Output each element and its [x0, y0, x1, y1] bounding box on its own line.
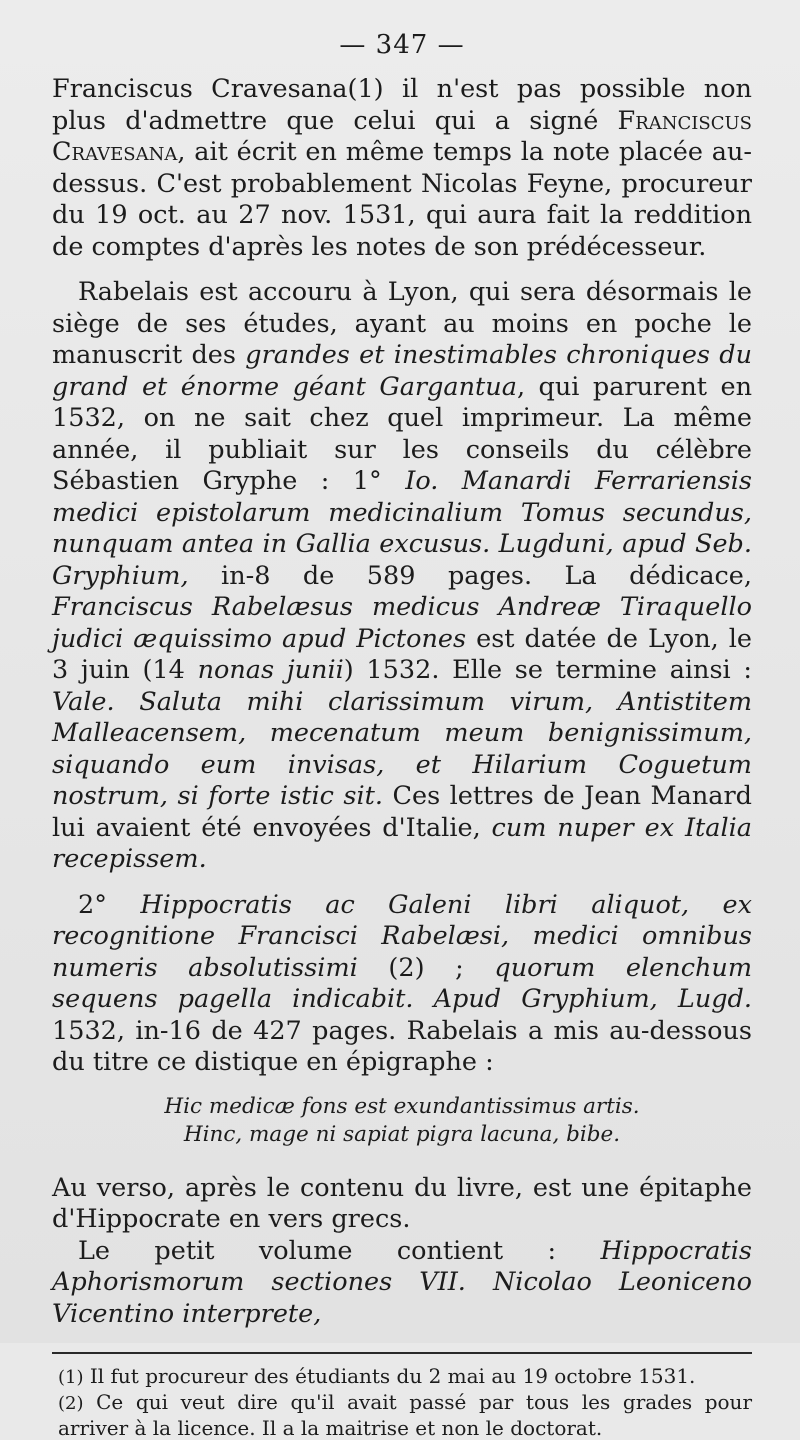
- paragraph-3: [52, 890, 752, 1079]
- verse-line-2: Hinc, mage ni sapiat pigra lacuna, bibe.: [183, 1121, 621, 1147]
- text-run: Franciscus Cravesana: [52, 74, 348, 104]
- footnote-1: [52, 1364, 752, 1390]
- small-caps-name: Franciscus Cravesana: [52, 105, 752, 167]
- footnote-text: Il fut procureur des étudiants du 2 mai au 19 octobre 1531.: [83, 1364, 696, 1388]
- footnote-marker: (1): [58, 1367, 84, 1388]
- paragraph-4: Au verso, après le contenu du livre, est une épitaphe d'Hippocrate en vers grecs.: [52, 1172, 752, 1234]
- italic-title: Hippocratis ac Galeni libri aliquot, ex recognitione Francisci Rabelæsi, medici omnibus numeris absolutissimi: [52, 889, 752, 983]
- text-run: Le petit volume contient :: [78, 1235, 601, 1266]
- footnote-ref-1: (1): [347, 74, 384, 104]
- paragraph-1: [52, 74, 752, 263]
- footnote-divider: [52, 1352, 752, 1354]
- italic-quote: Vale. Saluta mihi clarissimum virum, Antistitem Malleacensem, mecenatum meum benignissimum, siquando eum invisas, et Hilarium Coguetum nostrum, si forte istic sit.: [52, 686, 752, 811]
- text-run: 1532, in-16 de 427 pages. Rabelais a mis au-dessous du titre ce distique en épigraphe :: [52, 1015, 752, 1077]
- verse-line-1: Hic medicæ fons est exundantissimus artis.: [164, 1093, 640, 1119]
- text-run: , ait écrit en même temps la note placée au-dessus. C'est probablement Nicolas Feyne, procureur du 19 oct. au 27 nov. 1531, qui aura fait la reddition de comptes d'après les notes de son prédécesseur.: [52, 137, 752, 262]
- italic-title: Hippocratis Aphorismorum sectiones VII. Nicolao Leoniceno Vicentino interprete,: [52, 1235, 752, 1329]
- footnote-2: [52, 1390, 752, 1440]
- italic-dedication: Franciscus Rabelæsus medicus Andreæ Tiraquello judici æquissimo apud Pictones: [52, 592, 752, 654]
- paragraph-5: [52, 1236, 752, 1331]
- italic-date: nonas junii: [197, 655, 344, 685]
- footnote-marker: (2): [58, 1393, 84, 1414]
- epigraph-distich: [52, 1093, 752, 1149]
- italic-title: quorum elenchum sequens pagella indicabit. Apud Gryphium, Lugd.: [52, 952, 752, 1014]
- text-run: ) 1532. Elle se termine ainsi :: [343, 655, 752, 685]
- text-run: il n'est pas possible non plus d'admettre que celui qui a signé: [52, 74, 752, 136]
- text-run: 2°: [78, 889, 141, 920]
- italic-title: grandes et inestimables chroniques du grand et énorme géant Gargantua: [52, 340, 753, 402]
- footnote-text: Ce qui veut dire qu'il avait passé par tous les grades pour arriver à la licence. Il a la maitrise et non le doctorat.: [58, 1390, 752, 1440]
- page-number: — 347 —: [339, 30, 465, 60]
- text-run: , qui parurent en 1532, on ne sait chez quel imprimeur. La même année, il publiait sur les conseils du célèbre Sébastien Gryphe : 1°: [52, 371, 752, 496]
- italic-quote: cum nuper ex Italia recepissem.: [52, 812, 752, 874]
- text-run: Rabelais est accouru à Lyon, qui sera désormais le siège de ses études, ayant au moins en poche le manuscrit des: [52, 277, 752, 370]
- italic-title: Io. Manardi Ferrariensis medici epistolarum medicinalium Tomus secundus, nunquam antea in Gallia excusus. Lugduni, apud Seb. Gryphium,: [52, 466, 752, 591]
- footnote-ref-2: (2) ;: [357, 952, 495, 983]
- text-run: Ces lettres de Jean Manard lui avaient été envoyées d'Italie,: [52, 781, 752, 843]
- text-run: in-8 de 589 pages. La dédicace,: [188, 560, 752, 591]
- paragraph-2: [52, 277, 752, 876]
- text-run: est datée de Lyon, le 3 juin (14: [52, 623, 752, 685]
